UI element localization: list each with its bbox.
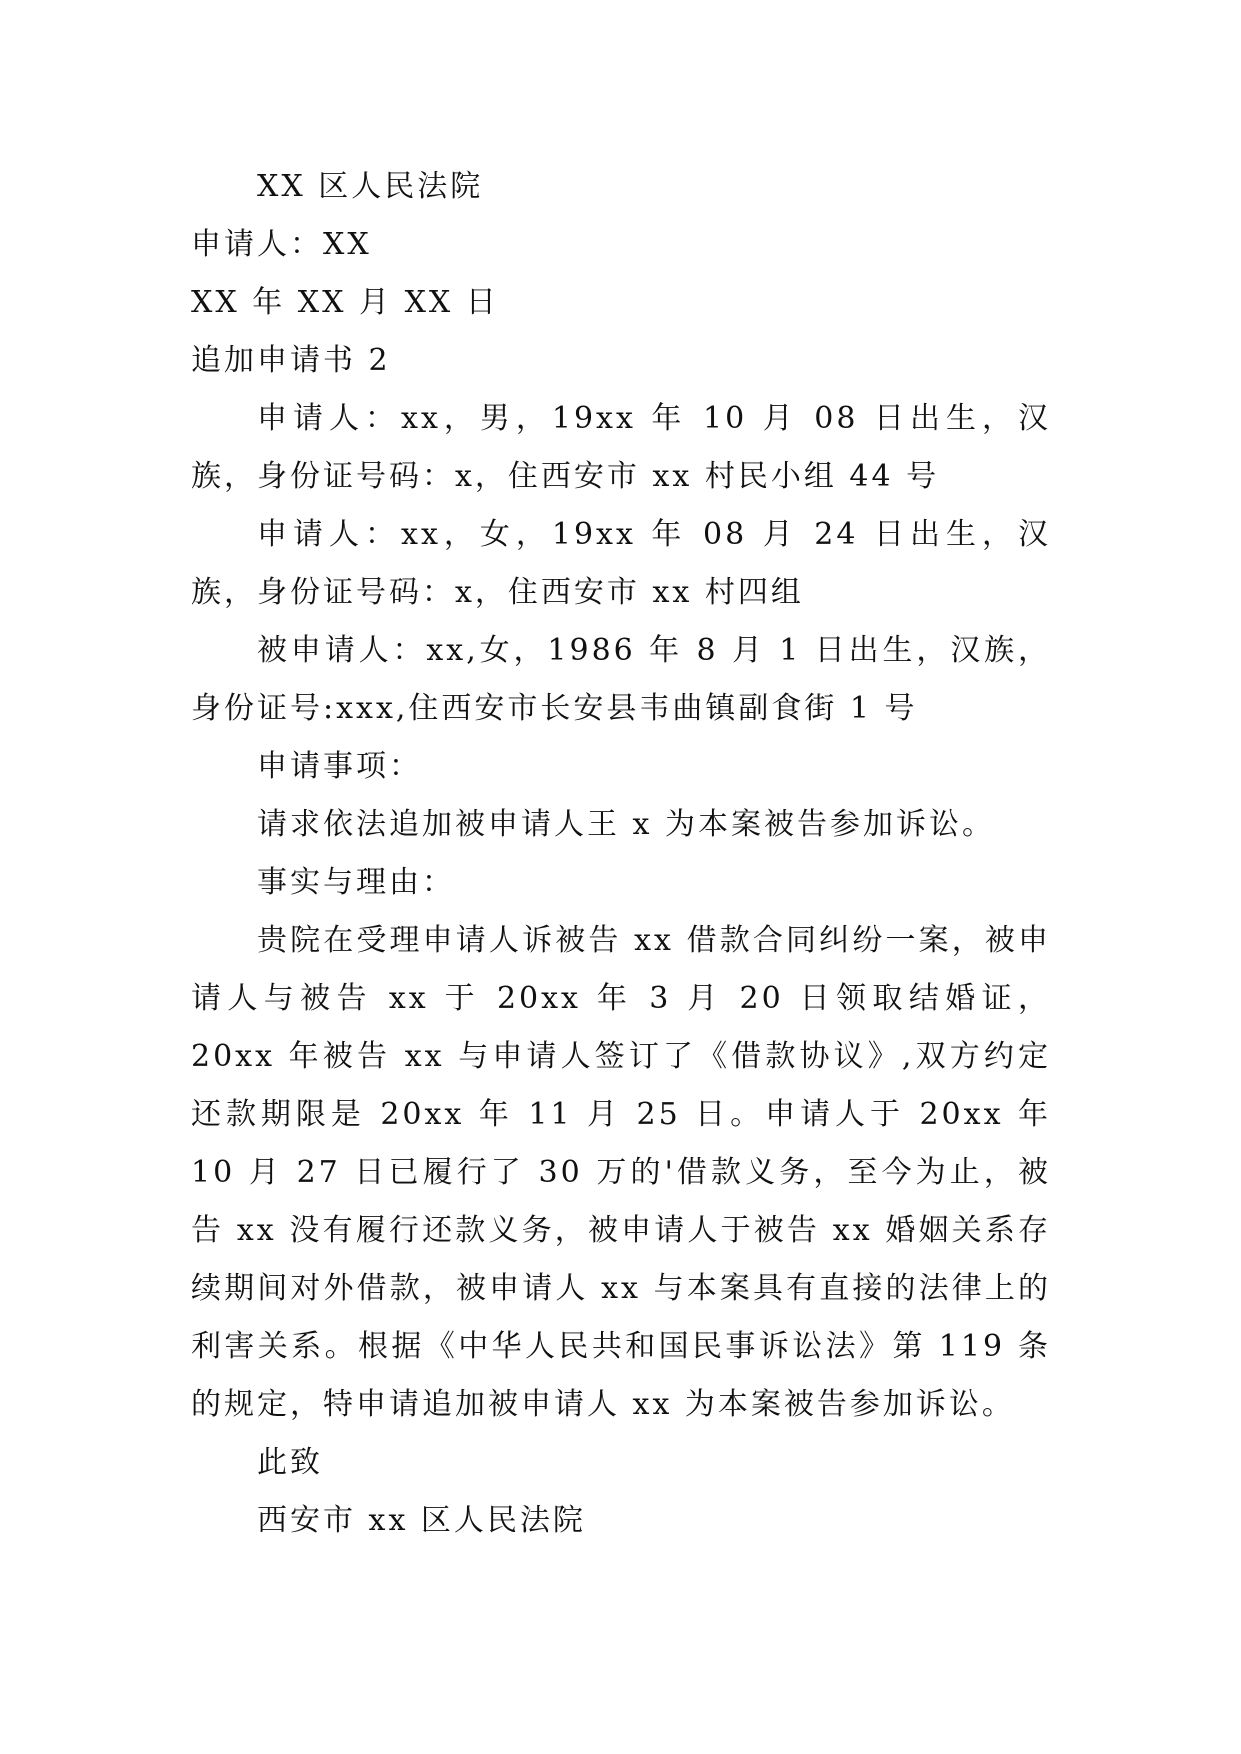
addressee: 西安市 xx 区人民法院 [257,1503,586,1538]
applicant-signature: 申请人：XX [191,227,372,262]
applicant-1-paragraph: 申请人：xx，男，19xx 年 10 月 08 日出生，汉族，身份证号码：x，住西安市 xx 村民小组 44 号 [191,401,1051,494]
facts-heading: 事实与理由： [257,865,455,900]
matters-text: 请求依法追加被申请人王 x 为本案被告参加诉讼。 [257,807,995,842]
facts-paragraph: 贵院在受理申请人诉被告 xx 借款合同纠纷一案，被申请人与被告 xx 于 20xx 年 3 月 20 日领取结婚证，20xx 年被告 xx 与申请人签订了《借款协议》,双方约定还款期限是 20xx 年 11 月 25 日。申请人于 20xx 年 10 月 27 日已履行了 30 万的'借款义务，至今为止，被告 xx 没有履行还款义务，被申请人于被告 xx 婚姻关系存续期间对外借款，被申请人 xx 与本案具有直接的法律上的利害关系。根据《中华人民共和国民事诉讼法》第 119 条的规定，特申请追加被申请人 xx 为本案被告参加诉讼。 [191,923,1051,1422]
document-title: 追加申请书 2 [191,343,391,378]
matters-heading: 申请事项： [257,749,422,784]
document-date: XX 年 XX 月 XX 日 [191,285,499,320]
respondent-paragraph: 被申请人：xx,女，1986 年 8 月 1 日出生，汉族，身份证号:xxx,住西安市长安县韦曲镇副食街 1 号 [191,633,1051,726]
applicant-2-paragraph: 申请人：xx，女，19xx 年 08 月 24 日出生，汉族，身份证号码：x，住西安市 xx 村四组 [191,517,1051,610]
closing-phrase: 此致 [257,1445,323,1480]
court-name: XX 区人民法院 [257,169,484,204]
document-page [191,158,1051,1550]
